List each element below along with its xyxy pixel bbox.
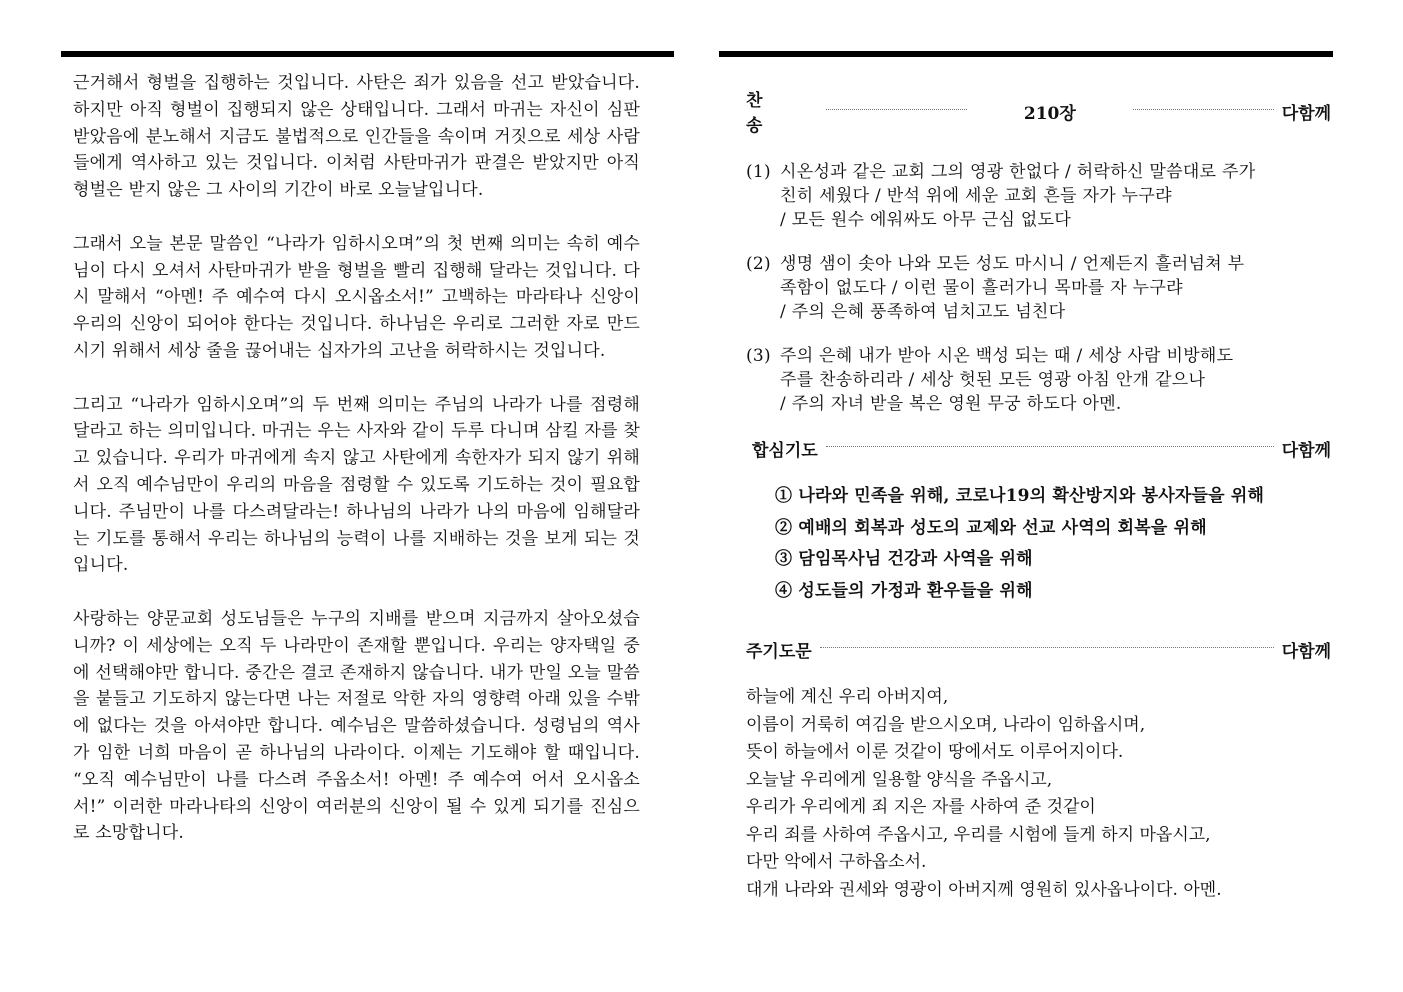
verse-number: (3) (746, 346, 771, 366)
prayer-topics-list (746, 481, 1331, 607)
prayer-topic-item: ④ 성도들의 가정과 환우들을 위해 (775, 580, 1033, 601)
lords-prayer-text (746, 684, 1331, 904)
unison-prayer-header (746, 436, 1331, 461)
verse-line: 주의 은혜 내가 받아 시온 백성 되는 때 / 세상 사람 비방해도 (780, 346, 1234, 366)
hymn-verse-2 (746, 252, 1331, 324)
sermon-paragraph: 근거해서 형벌을 집행하는 것입니다. 사탄은 죄가 있음을 선고 받았습니다. 하지만 아직 형벌이 집행되지 않은 상태입니다. 그래서 마귀는 자신이 심판받았음에 분노해서 지금도 불법적으로 인간들을 속이며 거짓으로 세상 사람들에게 역사하고 있는 것입니다. 이처럼 사탄마귀가 판결은 받았지만 아직 형벌은 받지 않은 그 사이의 기간이 바로 오늘날입니다. (73, 73, 640, 201)
lords-prayer-line: 우리 죄를 사하여 주옵시고, 우리를 시험에 들게 하지 마옵시고, (746, 824, 1211, 845)
hymn-label: 찬 송 (746, 91, 785, 136)
unison-prayer-title: 합심기도 (752, 441, 818, 461)
lords-prayer-line: 오늘날 우리에게 일용할 양식을 주옵시고, (746, 769, 1053, 790)
hymn-verse-1 (746, 160, 1331, 232)
dotted-leader (826, 109, 967, 110)
unison-prayer-participants: 다함께 (1281, 441, 1331, 461)
hymn-verses (746, 160, 1331, 416)
dotted-leader (826, 446, 1274, 447)
top-rule-right (719, 51, 1333, 57)
order-of-worship-column (746, 86, 1331, 904)
hymn-number: 210장 (1023, 103, 1076, 124)
dotted-leader (1133, 109, 1274, 110)
prayer-topic-item: ② 예배의 회복과 성도의 교제와 선교 사역의 회복을 위해 (775, 517, 1207, 538)
lords-prayer-title: 주기도문 (746, 642, 812, 662)
sermon-column (73, 70, 640, 874)
verse-line: / 주의 은혜 풍족하여 넘치고도 넘친다 (780, 302, 1066, 322)
hymn-header (746, 86, 1331, 136)
lords-prayer-line: 다만 악에서 구하옵소서. (746, 852, 927, 872)
lords-prayer-line: 이름이 거룩히 여김을 받으시오며, 나라이 임하옵시며, (746, 714, 1146, 735)
sermon-paragraph: 그래서 오늘 본문 말씀인 “나라가 임하시오며”의 첫 번째 의미는 속히 예수님이 다시 오셔서 사탄마귀가 받을 형벌을 빨리 집행해 달라는 것입니다. 다시 말해서 “아멘! 주 예수여 다시 오시옵소서!” 고백하는 마라타나 신앙이 우리의 신앙이 되어야 한다는 것입니다. 하나님은 우리로 그러한 자로 만드시기 위해서 세상 줄을 끊어내는 십자가의 고난을 허락하시는 것입니다. (73, 233, 640, 361)
lords-prayer-header (746, 637, 1331, 662)
top-rule-left (61, 51, 674, 57)
verse-line: / 주의 자녀 받을 복은 영원 무궁 하도다 아멘. (780, 394, 1122, 414)
lords-prayer-line: 하늘에 계신 우리 아버지여, (746, 687, 949, 707)
verse-line: 친히 세웠다 / 반석 위에 세운 교회 흔들 자가 누구랴 (780, 186, 1172, 206)
verse-line: 족함이 없도다 / 이런 물이 흘러가니 목마를 자 누구랴 (780, 278, 1183, 298)
prayer-topic-item: ① 나라와 민족을 위해, 코로나19의 확산방지와 봉사자들을 위해 (775, 486, 1265, 506)
verse-number: (2) (746, 254, 771, 274)
dotted-leader (820, 647, 1274, 648)
lords-prayer-line: 우리가 우리에게 죄 지은 자를 사하여 준 것같이 (746, 797, 1096, 817)
verse-line: 시온성과 같은 교회 그의 영광 한없다 / 허락하신 말씀대로 주가 (780, 162, 1256, 182)
lords-prayer-line: 대개 나라와 권세와 영광이 아버지께 영원히 있사옵나이다. 아멘. (746, 879, 1222, 900)
sermon-paragraph: 사랑하는 양문교회 성도님들은 누구의 지배를 받으며 지금까지 살아오셨습니까? 이 세상에는 오직 두 나라만이 존재할 뿐입니다. 우리는 양자택일 중에 선택해야만 합니다. 중간은 결코 존재하지 않습니다. 내가 만일 오늘 말씀을 붙들고 기도하지 않는다면 나는 저절로 악한 자의 영향력 아래 있을 수밖에 없다는 것을 아셔야만 합니다. 예수님은 말씀하셨습니다. 성령님의 역사가 임한 너희 마음이 곧 하나님의 나라이다. 이제는 기도해야 할 때입니다. “오직 예수님만이 나를 다스려 주옵소서! 아멘! 주 예수여 어서 오시옵소서!” 이러한 마라나타의 신앙이 여러분의 신앙이 될 수 있게 되기를 진심으로 소망합니다. (73, 608, 640, 844)
verse-line: 생명 샘이 솟아 나와 모든 성도 마시니 / 언제든지 흘러넘쳐 부 (780, 254, 1245, 274)
sermon-paragraph: 그리고 “나라가 임하시오며”의 두 번째 의미는 주님의 나라가 나를 점령해 달라고 하는 의미입니다. 마귀는 우는 사자와 같이 두루 다니며 삼킬 자를 찾고 있습니다. 우리가 마귀에게 속지 않고 사탄에게 속한자가 되지 않기 위해서 오직 예수님만이 우리의 마음을 점령할 수 있도록 기도하는 것이 필요합니다. 주님만이 나를 다스려달라는! 하나님의 나라가 나의 마음에 임해달라는 기도를 통해서 우리는 하나님의 능력이 나를 지배하는 것을 보게 되는 것입니다. (73, 394, 640, 576)
verse-line: / 모든 원수 에워싸도 아무 근심 없도다 (780, 210, 1072, 230)
prayer-topic-item: ③ 담임목사님 건강과 사역을 위해 (775, 549, 1033, 569)
verse-number: (1) (746, 162, 771, 182)
hymn-participants: 다함께 (1281, 103, 1331, 124)
lords-prayer-participants: 다함께 (1281, 642, 1331, 662)
hymn-verse-3 (746, 344, 1331, 416)
verse-line: 주를 찬송하리라 / 세상 헛된 모든 영광 아침 안개 같으나 (780, 370, 1206, 390)
lords-prayer-line: 뜻이 하늘에서 이룬 것같이 땅에서도 이루어지이다. (746, 742, 1124, 762)
